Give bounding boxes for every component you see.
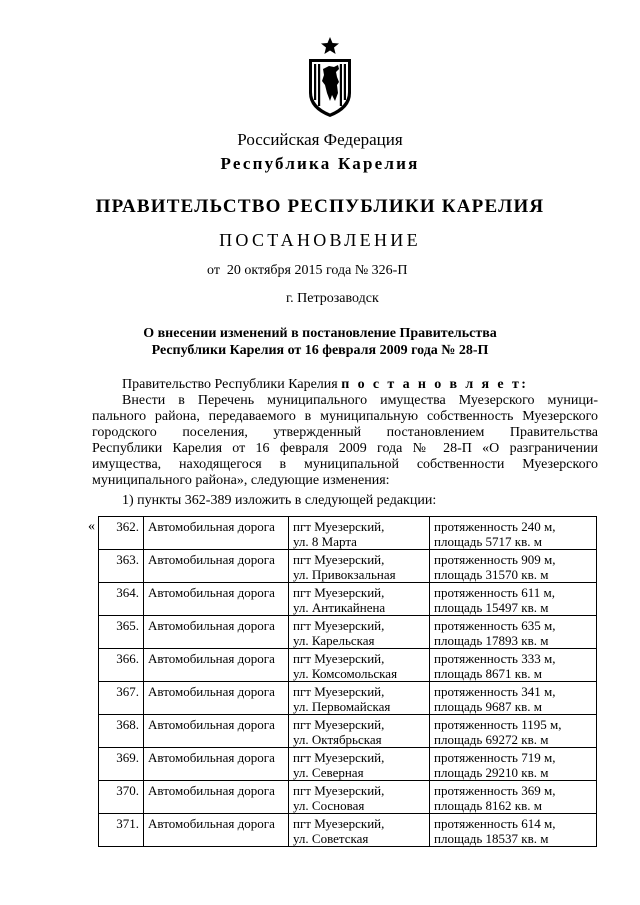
document-date-number: от 20 октября 2015 года № 326-П [207,263,408,278]
parameter-length: протяженность 333 м, [434,651,556,666]
table-row [99,616,597,649]
table-row [99,781,597,814]
location-settlement: пгт Муезерский, [293,519,385,534]
object-location [289,748,430,781]
document-city: г. Петрозаводск [286,291,379,306]
decree-statement [122,377,528,393]
location-settlement: пгт Муезерский, [293,585,385,600]
opening-quote: « [88,519,95,534]
table-row [99,649,597,682]
object-parameters [430,715,597,748]
location-street: ул. Антикайнена [293,600,386,615]
location-street: ул. Сосновая [293,798,365,813]
decree-subject: Правительство Республики Карелия [122,377,342,392]
object-location [289,649,430,682]
parameter-length: протяженность 341 м, [434,684,556,699]
item1-line-4: Республики Карелия от 16 февраля 2009 года № 28-П «О разграничении [92,441,598,456]
object-parameters [430,517,597,550]
object-location [289,715,430,748]
parameter-area: площадь 69272 кв. м [434,732,549,747]
location-street: ул. Советская [293,831,369,846]
object-name: Автомобильная дорога [144,583,289,616]
document-subject [0,325,640,359]
parameter-length: протяженность 614 м, [434,816,556,831]
table-row [99,517,597,550]
object-location [289,517,430,550]
property-table [98,516,597,847]
table-row [99,748,597,781]
table-row [99,814,597,847]
parameter-length: протяженность 719 м, [434,750,556,765]
object-name: Автомобильная дорога [144,550,289,583]
table-row [99,583,597,616]
item1-line-5: имущества, находящегося в муниципальной собственности Муезерского [92,457,598,472]
coat-of-arms-emblem [303,35,357,119]
parameter-length: протяженность 1195 м, [434,717,562,732]
object-name: Автомобильная дорога [144,517,289,550]
document-type: ПОСТАНОВЛЕНИЕ [219,230,421,250]
location-settlement: пгт Муезерский, [293,651,385,666]
row-number: 369. [99,748,144,781]
object-name: Автомобильная дорога [144,748,289,781]
location-street: ул. Привокзальная [293,567,396,582]
location-settlement: пгт Муезерский, [293,783,385,798]
parameter-area: площадь 18537 кв. м [434,831,549,846]
location-street: ул. Первомайская [293,699,391,714]
row-number: 363. [99,550,144,583]
republic-name: Республика Карелия [220,154,420,173]
table-row [99,550,597,583]
object-parameters [430,616,597,649]
location-settlement: пгт Муезерский, [293,750,385,765]
parameter-area: площадь 5717 кв. м [434,534,542,549]
object-location [289,814,430,847]
row-number: 366. [99,649,144,682]
row-number: 362. [99,517,144,550]
location-street: ул. 8 Марта [293,534,357,549]
parameter-area: площадь 8671 кв. м [434,666,542,681]
object-name: Автомобильная дорога [144,715,289,748]
subject-line-2: Республики Карелия от 16 февраля 2009 года № 28-П [151,343,489,358]
table-row [99,682,597,715]
item1-line-2: пального района, передаваемого в муниципальную собственность Муезерского [92,409,598,424]
government-title: ПРАВИТЕЛЬСТВО РЕСПУБЛИКИ КАРЕЛИЯ [95,196,545,217]
parameter-area: площадь 8162 кв. м [434,798,542,813]
location-street: ул. Комсомольская [293,666,398,681]
object-name: Автомобильная дорога [144,781,289,814]
object-name: Автомобильная дорога [144,814,289,847]
parameter-length: протяженность 635 м, [434,618,556,633]
location-street: ул. Октябрьская [293,732,382,747]
parameter-area: площадь 29210 кв. м [434,765,549,780]
item2-statement: 1) пункты 362-389 изложить в следующей редакции: [122,493,437,508]
parameter-length: протяженность 369 м, [434,783,556,798]
parameter-area: площадь 31570 кв. м [434,567,549,582]
decree-verb: п о с т а н о в л я е т: [341,377,529,392]
country-name: Российская Федерация [237,130,403,149]
property-table-body [99,517,597,847]
item1-line-6: муниципального района», следующие изменения: [92,473,390,488]
object-name: Автомобильная дорога [144,616,289,649]
row-number: 371. [99,814,144,847]
object-parameters [430,682,597,715]
parameter-area: площадь 17893 кв. м [434,633,549,648]
location-street: ул. Карельская [293,633,375,648]
object-parameters [430,781,597,814]
subject-line-1: О внесении изменений в постановление Правительства [143,326,497,341]
object-parameters [430,550,597,583]
object-parameters [430,583,597,616]
location-settlement: пгт Муезерский, [293,618,385,633]
object-parameters [430,814,597,847]
object-parameters [430,748,597,781]
parameter-area: площадь 9687 кв. м [434,699,542,714]
parameter-area: площадь 15497 кв. м [434,600,549,615]
object-parameters [430,649,597,682]
location-settlement: пгт Муезерский, [293,684,385,699]
row-number: 368. [99,715,144,748]
item1-line-3: городского поселения, утвержденный постановлением Правительства [92,425,598,440]
row-number: 364. [99,583,144,616]
location-settlement: пгт Муезерский, [293,717,385,732]
object-location [289,616,430,649]
location-settlement: пгт Муезерский, [293,816,385,831]
object-name: Автомобильная дорога [144,682,289,715]
location-settlement: пгт Муезерский, [293,552,385,567]
object-location [289,781,430,814]
object-location [289,682,430,715]
row-number: 367. [99,682,144,715]
parameter-length: протяженность 240 м, [434,519,556,534]
table-row [99,715,597,748]
item1-line-1: Внести в Перечень муниципального имущества Муезерского муници- [122,393,598,408]
parameter-length: протяженность 909 м, [434,552,556,567]
row-number: 370. [99,781,144,814]
row-number: 365. [99,616,144,649]
location-street: ул. Северная [293,765,364,780]
object-name: Автомобильная дорога [144,649,289,682]
object-location [289,583,430,616]
parameter-length: протяженность 611 м, [434,585,555,600]
object-location [289,550,430,583]
